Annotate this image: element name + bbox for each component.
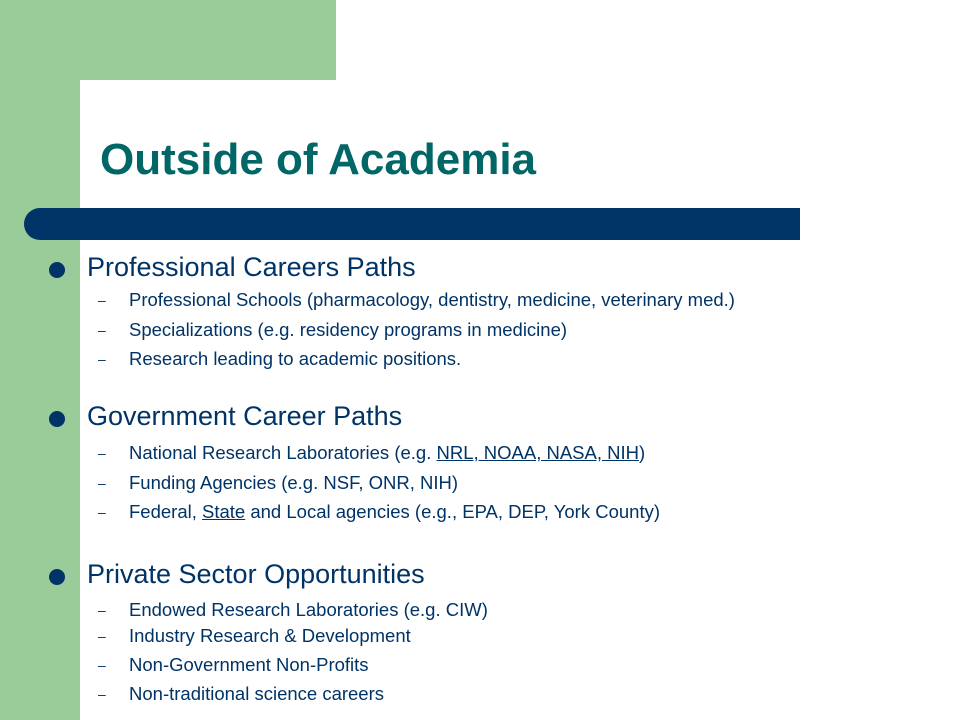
- list-item: Industry Research & Development: [129, 625, 411, 646]
- section-heading-government: Government Career Paths: [87, 401, 403, 431]
- bullet-dot: [49, 569, 65, 585]
- list-item: Non-traditional science careers: [129, 683, 385, 704]
- dash-marker: –: [98, 475, 106, 491]
- slide-title: Outside of Academia: [100, 135, 537, 184]
- dash-marker: –: [98, 657, 106, 673]
- dash-marker: –: [98, 445, 106, 461]
- agencies-link[interactable]: NRL, NOAA, NASA, NIH: [436, 442, 639, 463]
- list-item: [129, 441, 645, 465]
- state-link[interactable]: State: [202, 501, 246, 522]
- dash-marker: –: [98, 602, 106, 618]
- title-underline-bar: [24, 208, 800, 240]
- rounded-corner: [80, 80, 140, 140]
- bullet-dot: [49, 411, 65, 427]
- item-text: National Research Laboratories (e.g.: [129, 442, 437, 463]
- list-item: Specializations (e.g. residency programs in medicine): [129, 319, 568, 340]
- list-item: Funding Agencies (e.g. NSF, ONR, NIH): [129, 472, 459, 493]
- dash-marker: –: [98, 351, 106, 367]
- dash-marker: –: [98, 686, 106, 702]
- dash-marker: –: [98, 628, 106, 644]
- dash-marker: –: [98, 292, 106, 308]
- item-text: Federal,: [129, 501, 203, 522]
- list-item: Endowed Research Laboratories (e.g. CIW): [129, 599, 488, 620]
- list-item: [129, 500, 660, 524]
- item-text: ): [639, 442, 646, 463]
- left-accent-strip: [0, 0, 80, 720]
- list-item: Non-Government Non-Profits: [129, 654, 369, 675]
- top-accent-block: [0, 0, 336, 80]
- dash-marker: –: [98, 322, 106, 338]
- dash-marker: –: [98, 504, 106, 520]
- list-item: Research leading to academic positions.: [129, 348, 462, 369]
- section-heading-professional: Professional Careers Paths: [87, 252, 416, 282]
- bullet-dot: [49, 262, 65, 278]
- item-text: and Local agencies (e.g., EPA, DEP, York County): [245, 501, 661, 522]
- list-item: Professional Schools (pharmacology, dentistry, medicine, veterinary med.): [129, 289, 735, 310]
- section-heading-private: Private Sector Opportunities: [87, 559, 425, 589]
